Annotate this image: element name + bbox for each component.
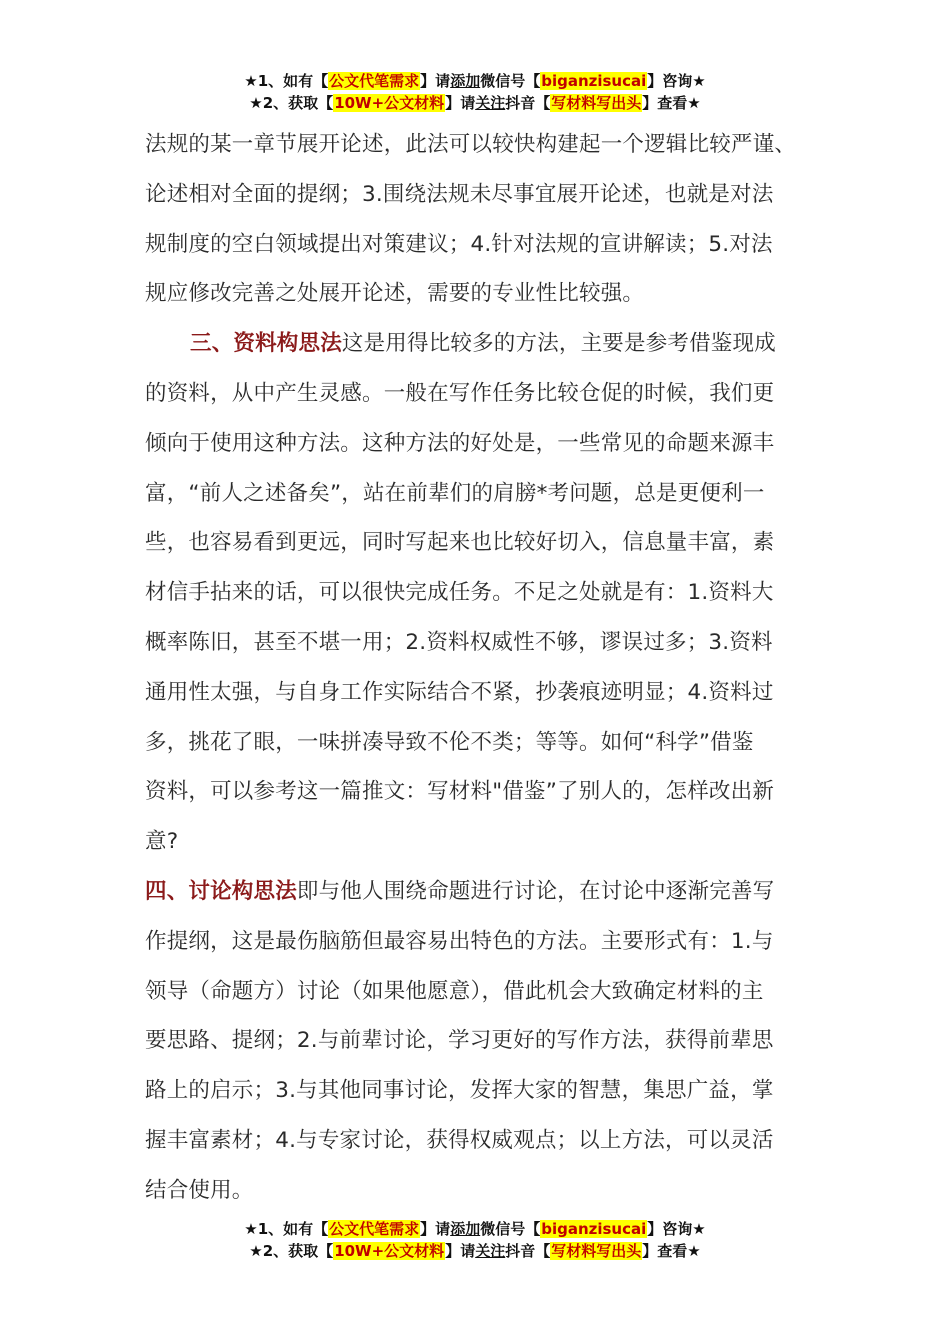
paragraph-line: 规应修改完善之处展开论述，需要的专业性比较强。	[145, 281, 645, 307]
paragraph-line: 多，挑花了眼，一味拼凑导致不伦不类；等等。如何“科学”借鉴	[145, 729, 754, 755]
banner-text: 抖音【	[505, 94, 551, 112]
banner-text: ★2、获取【	[249, 1242, 334, 1260]
banner-line-1	[0, 1218, 950, 1240]
paragraph-line: 领导（命题方）讨论（如果他愿意），借此机会大致确定材料的主	[145, 978, 764, 1004]
banner-text: ★1、如有【	[244, 1220, 329, 1238]
paragraph-line: 法规的某一章节展开论述，此法可以较快构建起一个逻辑比较严谨、	[145, 132, 797, 157]
underlined-word: 关注	[475, 1242, 506, 1260]
paragraph-line: 结合使用。	[145, 1177, 254, 1203]
banner-text: 】请	[445, 1242, 476, 1260]
paragraph-line: 概率陈旧，甚至不堪一用；2.资料权威性不够，谬误过多；3.资料	[145, 629, 773, 655]
section-3-first-line	[145, 319, 815, 369]
banner-text: 】咨询★	[647, 72, 706, 90]
banner-line-1	[0, 70, 950, 92]
highlight-materials: 10W+公文材料	[334, 94, 445, 112]
paragraph-line: 的资料，从中产生灵感。一般在写作任务比较仓促的时候，我们更	[145, 380, 775, 406]
highlight-wechat-id: biganzisucai	[541, 1220, 647, 1238]
highlight-douyin-account: 写材料写出头	[551, 1242, 642, 1260]
paragraph-line: 资料，可以参考这一篇推文：写材料"借鉴”了别人的，怎样改出新	[145, 779, 775, 805]
paragraph-text: 即与他人围绕命题进行讨论，在讨论中逐渐完善写	[296, 878, 775, 904]
section-4-first-line	[145, 867, 815, 917]
paragraph-line: 材信手拈来的话，可以很快完成任务。不足之处就是有：1.资料大	[145, 580, 774, 606]
paragraph-text: 这是用得比较多的方法，主要是参考借鉴现成	[341, 331, 776, 357]
section-4-heading: 四、讨论构思法	[145, 878, 297, 904]
highlight-service: 公文代笔需求	[329, 1220, 420, 1238]
underlined-word: 添加	[450, 72, 481, 90]
banner-text: 抖音【	[505, 1242, 551, 1260]
banner-text: 】请	[420, 1220, 451, 1238]
highlight-douyin-account: 写材料写出头	[551, 94, 642, 112]
paragraph-line: 路上的启示；3.与其他同事讨论，发挥大家的智慧，集思广益，掌	[145, 1078, 774, 1104]
paragraph-line: 些，也容易看到更远，同时写起来也比较好切入，信息量丰富，素	[145, 530, 775, 556]
paragraph-line: 作提纲，这是最伤脑筋但最容易出特色的方法。主要形式有：1.与	[145, 928, 774, 954]
paragraph-line: 富，“前人之述备矣”，站在前辈们的肩膀*考问题，总是更便利一	[145, 480, 765, 506]
highlight-service: 公文代笔需求	[329, 72, 420, 90]
paragraph-line: 要思路、提纲；2.与前辈讨论，学习更好的写作方法，获得前辈思	[145, 1028, 774, 1054]
paragraph-line: 握丰富素材；4.与专家讨论，获得权威观点；以上方法，可以灵活	[145, 1127, 774, 1153]
paragraph-line: 倾向于使用这种方法。这种方法的好处是，一些常见的命题来源丰	[145, 430, 775, 456]
banner-line-2	[0, 92, 950, 114]
paragraph-line: 通用性太强，与自身工作实际结合不紧，抄袭痕迹明显；4.资料过	[145, 679, 774, 705]
paragraph-line: 论述相对全面的提纲；3.围绕法规未尽事宜展开论述，也就是对法	[145, 181, 774, 207]
header-banner	[0, 70, 950, 114]
banner-text: ★1、如有【	[244, 72, 329, 90]
underlined-word: 添加	[450, 1220, 481, 1238]
banner-text: ★2、获取【	[249, 94, 334, 112]
banner-text: 】请	[445, 94, 476, 112]
paragraph-line: 意?	[145, 829, 179, 855]
footer-banner	[0, 1218, 950, 1262]
banner-text: 】请	[420, 72, 451, 90]
banner-line-2	[0, 1240, 950, 1262]
document-body	[145, 120, 815, 1216]
highlight-wechat-id: biganzisucai	[541, 72, 647, 90]
banner-text: 微信号【	[480, 1220, 541, 1238]
banner-text: 微信号【	[480, 72, 541, 90]
section-3-heading: 三、资料构思法	[190, 331, 342, 357]
banner-text: 】查看★	[642, 94, 701, 112]
banner-text: 】咨询★	[647, 1220, 706, 1238]
underlined-word: 关注	[475, 94, 506, 112]
paragraph-line: 规制度的空白领域提出对策建议；4.针对法规的宣讲解读；5.对法	[145, 231, 773, 257]
highlight-materials: 10W+公文材料	[334, 1242, 445, 1260]
banner-text: 】查看★	[642, 1242, 701, 1260]
